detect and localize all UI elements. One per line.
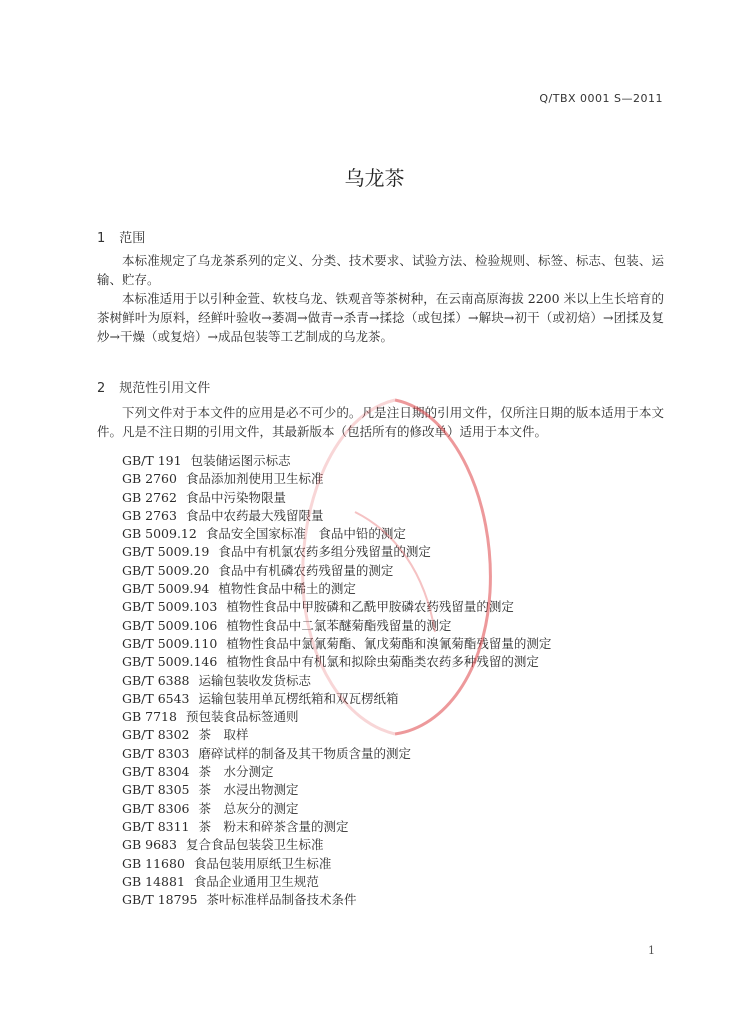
reference-standard-number: GB/T 5009.94 [122, 581, 210, 597]
reference-title: 磨碎试样的制备及其干物质含量的测定 [198, 745, 412, 761]
references-intro-paragraph: 下列文件对于本文件的应用是必不可少的。凡是注日期的引用文件，仅所注日期的版本适用于本文件。凡是不注日期的引用文件，其最新版本（包括所有的修改单）适用于本文件。 [97, 405, 664, 439]
reference-title: 植物性食品中二氯苯醚菊酯残留量的测定 [226, 617, 452, 633]
reference-standard-number: GB/T 5009.110 [122, 635, 218, 651]
reference-item [122, 562, 551, 580]
reference-item [122, 617, 551, 635]
reference-standard-number: GB/T 5009.106 [122, 617, 218, 633]
section-2-heading [97, 377, 210, 396]
reference-item [122, 580, 551, 598]
reference-standard-number: GB/T 6543 [122, 690, 190, 706]
reference-standard-number: GB/T 6388 [122, 672, 190, 688]
reference-item [122, 800, 551, 818]
section-2-title: 规范性引用文件 [119, 381, 211, 396]
reference-item [122, 763, 551, 781]
reference-standard-number: GB/T 8306 [122, 800, 190, 816]
reference-standard-number: GB/T 8302 [122, 727, 190, 743]
reference-standard-number: GB 7718 [122, 709, 177, 725]
reference-item [122, 818, 551, 836]
reference-title: 植物性食品中稀土的测定 [218, 581, 356, 597]
reference-title: 食品中农药最大残留限量 [185, 507, 324, 523]
reference-title: 食品添加剂使用卫生标准 [185, 471, 324, 487]
reference-title: 食品安全国家标准 食品中铅的测定 [205, 526, 406, 542]
reference-item [122, 507, 551, 525]
reference-title: 植物性食品中氯氰菊酯、氰戊菊酯和溴氰菊酯残留量的测定 [226, 635, 552, 651]
reference-standard-number: GB 2760 [122, 471, 177, 487]
reference-item [122, 452, 551, 470]
reference-item [122, 690, 551, 708]
section-2-number: 2 [97, 381, 106, 396]
reference-title: 食品中有机氯农药多组分残留量的测定 [218, 544, 431, 560]
document-title: 乌龙茶 [344, 166, 405, 190]
reference-standard-number: GB/T 8311 [122, 818, 190, 834]
reference-title: 预包装食品标签通则 [185, 709, 299, 725]
reference-item [122, 489, 551, 507]
reference-standard-number: GB/T 5009.146 [122, 654, 218, 670]
scope-paragraph-1: 本标准规定了乌龙茶系列的定义、分类、技术要求、试验方法、检验规则、标签、标志、包装、运输、贮存。 [97, 253, 664, 287]
reference-title: 茶 粉末和碎茶含量的测定 [198, 818, 349, 834]
page-number: 1 [648, 944, 655, 957]
reference-standard-number: GB/T 5009.20 [122, 562, 210, 578]
reference-standard-number: GB/T 191 [122, 453, 182, 468]
reference-standard-number: GB/T 8303 [122, 745, 190, 761]
reference-item [122, 726, 551, 744]
reference-standard-number: GB/T 5009.19 [122, 544, 210, 560]
reference-title: 运输包装收发货标志 [198, 672, 312, 688]
reference-item [122, 672, 551, 690]
reference-title: 运输包装用单瓦楞纸箱和双瓦楞纸箱 [198, 690, 399, 706]
reference-item [122, 836, 551, 854]
reference-title: 食品包装用原纸卫生标准 [193, 855, 332, 871]
reference-title: 包装储运图示标志 [190, 453, 291, 468]
reference-item [122, 598, 551, 616]
reference-item [122, 653, 551, 671]
standard-code: Q/TBX 0001 S—2011 [539, 92, 663, 105]
section-1-heading [97, 227, 145, 246]
section-1-number: 1 [97, 231, 106, 246]
section-1-title: 范围 [119, 231, 146, 246]
reference-title: 植物性食品中甲胺磷和乙酰甲胺磷农药残留量的测定 [226, 599, 514, 615]
reference-title: 茶 水浸出物测定 [198, 782, 299, 798]
reference-standard-number: GB 5009.12 [122, 526, 197, 542]
reference-standard-number: GB 14881 [122, 873, 185, 889]
reference-item [122, 708, 551, 726]
reference-title: 食品中污染物限量 [185, 489, 286, 505]
reference-standard-number: GB/T 8304 [122, 764, 190, 780]
reference-item [122, 745, 551, 763]
reference-standard-number: GB/T 5009.103 [122, 599, 218, 615]
scope-paragraph-2: 本标准适用于以引种金萱、软枝乌龙、铁观音等茶树种，在云南高原海拔 2200 米以上生长培育的茶树鲜叶为原料，经鲜叶验收→萎凋→做青→杀青→揉捻（或包揉）→解块→初干（或初焙）→团揉及复炒→干燥（或复焙）→成品包装等工艺制成的乌龙茶。 [97, 291, 664, 344]
reference-title: 茶 取样 [198, 727, 249, 743]
reference-standard-number: GB 11680 [122, 855, 185, 871]
reference-title: 茶 总灰分的测定 [198, 800, 299, 816]
reference-item [122, 470, 551, 488]
reference-standard-number: GB/T 8305 [122, 782, 190, 798]
normative-references-list [122, 452, 551, 909]
reference-item [122, 891, 551, 909]
reference-item [122, 525, 551, 543]
reference-item [122, 635, 551, 653]
reference-title: 食品中有机磷农药残留量的测定 [218, 562, 394, 578]
reference-item [122, 543, 551, 561]
reference-item [122, 781, 551, 799]
reference-title: 食品企业通用卫生规范 [193, 873, 319, 889]
reference-title: 复合食品包装袋卫生标准 [185, 837, 324, 853]
reference-standard-number: GB 9683 [122, 837, 177, 853]
reference-standard-number: GB/T 18795 [122, 892, 198, 908]
reference-item [122, 873, 551, 891]
reference-title: 茶叶标准样品制备技术条件 [206, 892, 357, 908]
reference-title: 茶 水分测定 [198, 764, 274, 780]
reference-standard-number: GB 2763 [122, 507, 177, 523]
reference-title: 植物性食品中有机氯和拟除虫菊酯类农药多种残留的测定 [226, 654, 539, 670]
reference-standard-number: GB 2762 [122, 489, 177, 505]
reference-item [122, 855, 551, 873]
